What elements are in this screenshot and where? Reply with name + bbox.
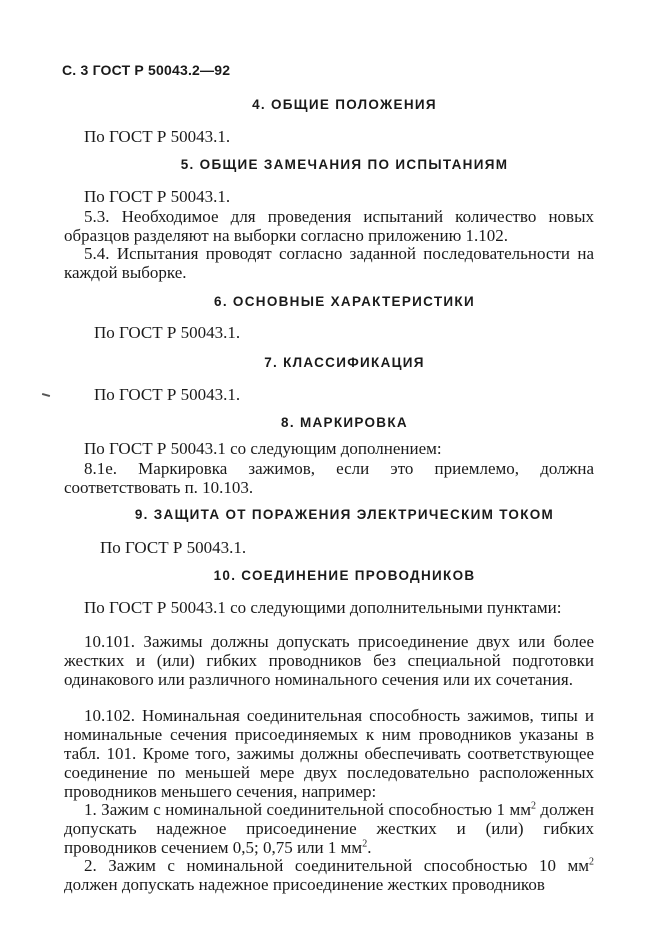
list-item-1-part-a: 1. Зажим с номинальной соединительной способностью 1 мм (84, 800, 531, 819)
section-4-text: По ГОСТ Р 50043.1. (84, 127, 231, 146)
paragraph-5-4-text: 5.4. Испытания проводят согласно заданной последовательности на каждой выборке. (64, 244, 594, 282)
paragraph-10-102-text: 10.102. Номинальная соединительная способность зажимов, типы и номинальные сечения присоединяемых к ним проводников указаны в табл. 101. Кроме того, зажимы должны обеспечивать соответствующее соединение по меньшей мере двух последовательно расположенных проводников меньшего сечения, например: (64, 706, 594, 801)
paragraph-10-101-text: 10.101. Зажимы должны допускать присоединение двух или более жестких и (или) гибких проводников без специальной подготовки одинакового или различного номинального сечения или их сочетания. (64, 632, 594, 689)
section-10-intro (64, 598, 594, 617)
section-10-intro-text: По ГОСТ Р 50043.1 со следующими дополнительными пунктами: (84, 598, 562, 617)
section-4-heading: 4. ОБЩИЕ ПОЛОЖЕНИЯ (252, 97, 437, 112)
page-header: С. 3 ГОСТ Р 50043.2—92 (62, 62, 231, 78)
section-5-heading: 5. ОБЩИЕ ЗАМЕЧАНИЯ ПО ИСПЫТАНИЯМ (180, 157, 509, 172)
section-7-text: По ГОСТ Р 50043.1. (94, 385, 241, 404)
paragraph-8-1e (64, 459, 594, 497)
section-8-heading: 8. МАРКИРОВКА (281, 415, 408, 430)
superscript: 2 (530, 800, 536, 812)
section-8-text: По ГОСТ Р 50043.1 со следующим дополнением: (84, 439, 442, 458)
section-7-heading: 7. КЛАССИФИКАЦИЯ (264, 355, 425, 370)
list-item-1 (64, 800, 594, 857)
list-item-1-part-b: должен допускать надежное присоединение жестких и (или) гибких проводников сечением 0,5; 0,75 или 1 мм (64, 800, 594, 857)
list-item-2 (64, 856, 594, 894)
section-9-heading: 9. ЗАЩИТА ОТ ПОРАЖЕНИЯ ЭЛЕКТРИЧЕСКИМ ТОКОМ (134, 507, 555, 522)
paragraph-5-3 (64, 207, 594, 245)
section-6-text: По ГОСТ Р 50043.1. (94, 323, 241, 342)
section-10-heading: 10. СОЕДИНЕНИЕ ПРОВОДНИКОВ (213, 568, 476, 583)
superscript: 2 (362, 838, 368, 850)
list-item-2-part-a: 2. Зажим с номинальной соединительной способностью 10 мм (84, 856, 589, 875)
paragraph-5-3-text: 5.3. Необходимое для проведения испытаний количество новых образцов разделяют на выборки согласно приложению 1.102. (64, 207, 594, 245)
list-item-2-part-b: должен допускать надежное присоединение жестких проводников (64, 875, 545, 894)
margin-mark (42, 393, 50, 397)
section-6-heading: 6. ОСНОВНЫЕ ХАРАКТЕРИСТИКИ (214, 294, 475, 309)
section-9-text: По ГОСТ Р 50043.1. (100, 538, 247, 557)
superscript: 2 (589, 856, 594, 868)
paragraph-8-1e-text: 8.1е. Маркировка зажимов, если это приемлемо, должна соответствовать п. 10.103. (64, 459, 594, 497)
paragraph-10-101 (64, 632, 594, 689)
paragraph-5-4 (64, 244, 594, 282)
section-5-text: По ГОСТ Р 50043.1. (84, 187, 231, 206)
paragraph-10-102 (64, 706, 594, 801)
list-item-1-part-c: . (367, 838, 372, 857)
